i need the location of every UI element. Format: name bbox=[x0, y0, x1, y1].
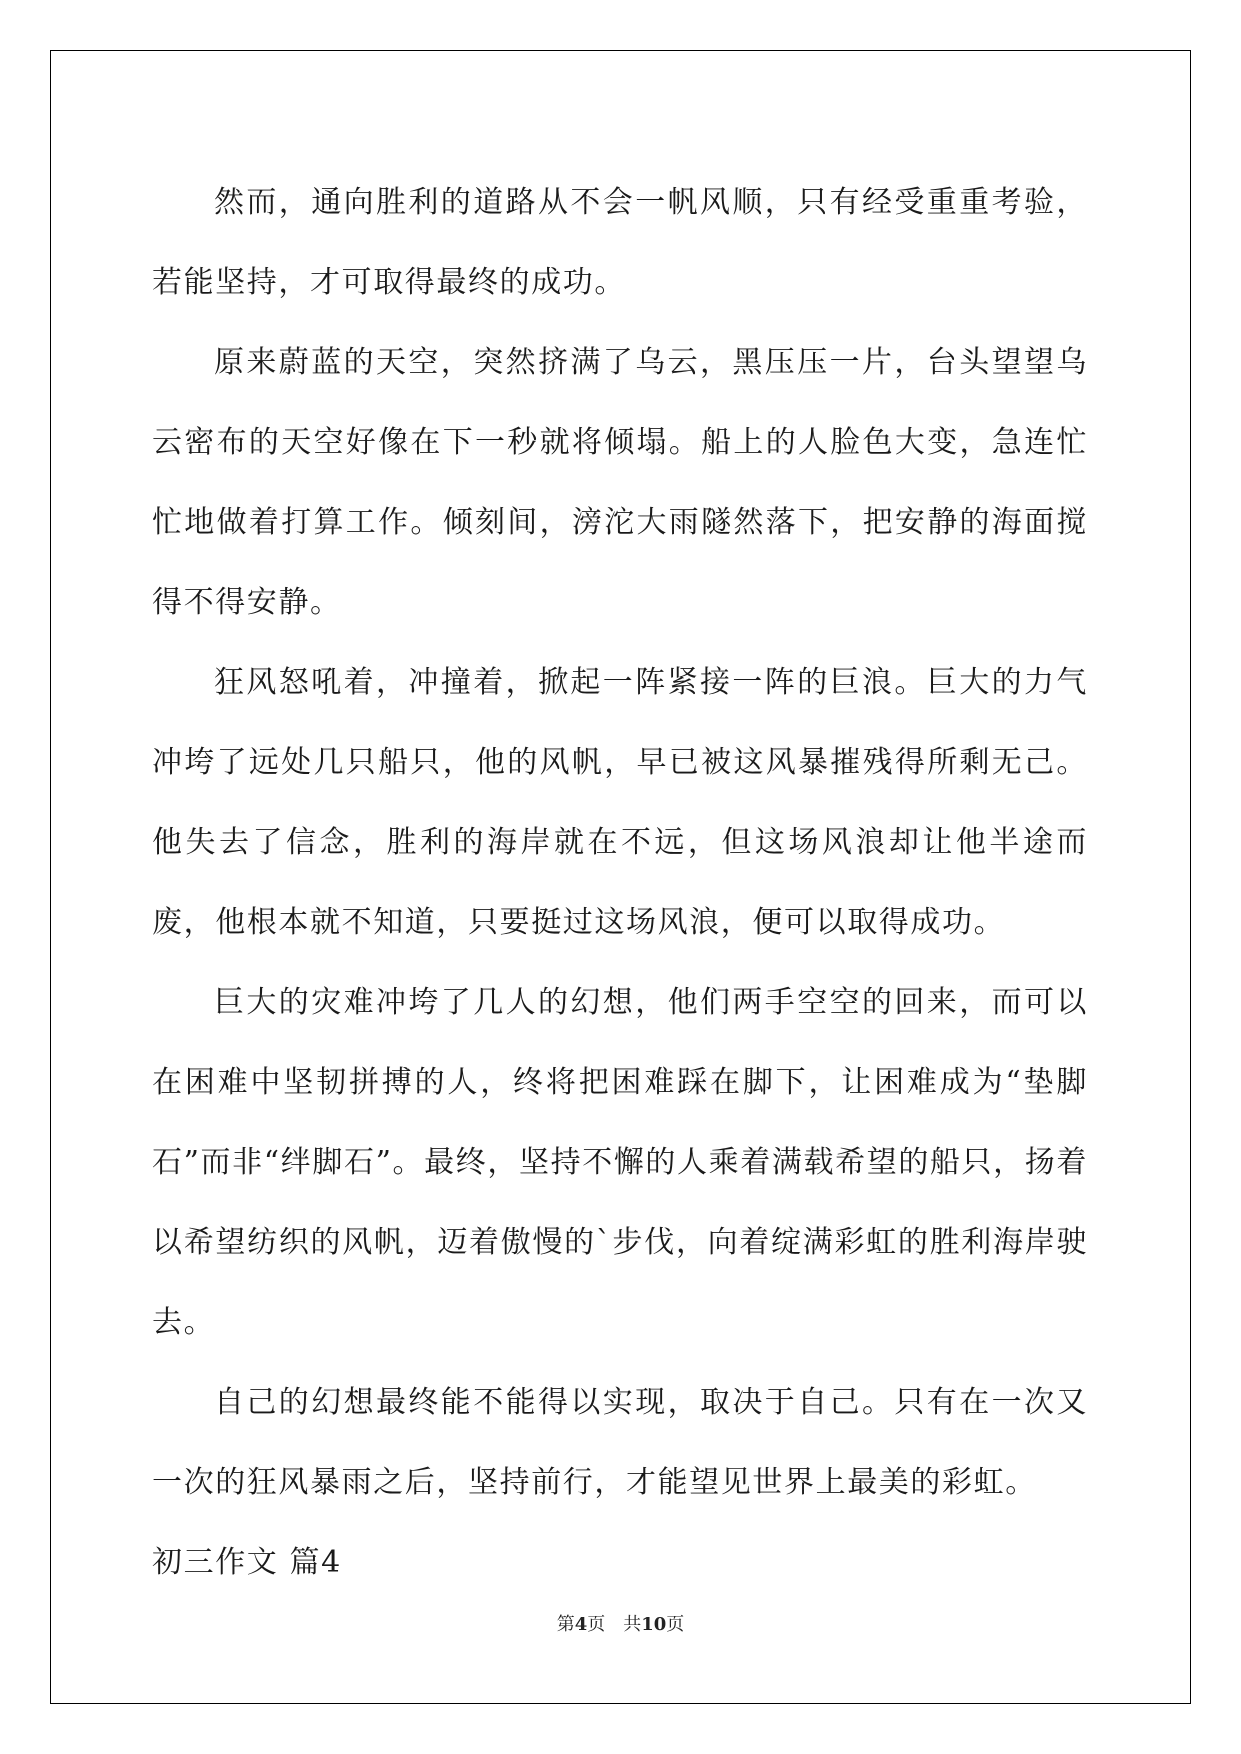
paragraph: 然而，通向胜利的道路从不会一帆风顺，只有经受重重考验，若能坚持，才可取得最终的成功。 bbox=[152, 185, 1088, 300]
page-footer bbox=[0, 1610, 1241, 1636]
document-body bbox=[152, 163, 1088, 1603]
paragraph: 原来蔚蓝的天空，突然挤满了乌云，黑压压一片，台头望望乌云密布的天空好像在下一秒就将倾塌。船上的人脸色大变，急连忙忙地做着打算工作。倾刻间，滂沱大雨隧然落下，把安静的海面搅得不得安静。 bbox=[152, 345, 1088, 620]
page-mid: 页 共 bbox=[587, 1614, 642, 1635]
paragraph: 狂风怒吼着，冲撞着，掀起一阵紧接一阵的巨浪。巨大的力气冲垮了远处几只船只，他的风帆，早已被这风暴摧残得所剩无己。他失去了信念，胜利的海岸就在不远，但这场风浪却让他半途而废，他根本就不知道，只要挺过这场风浪，便可以取得成功。 bbox=[152, 665, 1088, 940]
paragraph: 巨大的灾难冲垮了几人的幻想，他们两手空空的回来，而可以在困难中坚韧拼搏的人，终将把困难踩在脚下，让困难成为“垫脚石”而非“绊脚石”。最终，坚持不懈的人乘着满载希望的船只，扬着以希望纺织的风帆，迈着傲慢的`步伐，向着绽满彩虹的胜利海岸驶去。 bbox=[152, 985, 1088, 1340]
page-suffix: 页 bbox=[666, 1614, 685, 1635]
paragraph: 自己的幻想最终能不能得以实现，取决于自己。只有在一次又一次的狂风暴雨之后，坚持前行，才能望见世界上最美的彩虹。 bbox=[152, 1385, 1088, 1500]
current-page-number: 4 bbox=[574, 1614, 588, 1635]
total-page-number: 10 bbox=[641, 1614, 667, 1635]
page-prefix: 第 bbox=[556, 1614, 575, 1635]
section-heading: 初三作文 篇4 bbox=[152, 1545, 342, 1580]
